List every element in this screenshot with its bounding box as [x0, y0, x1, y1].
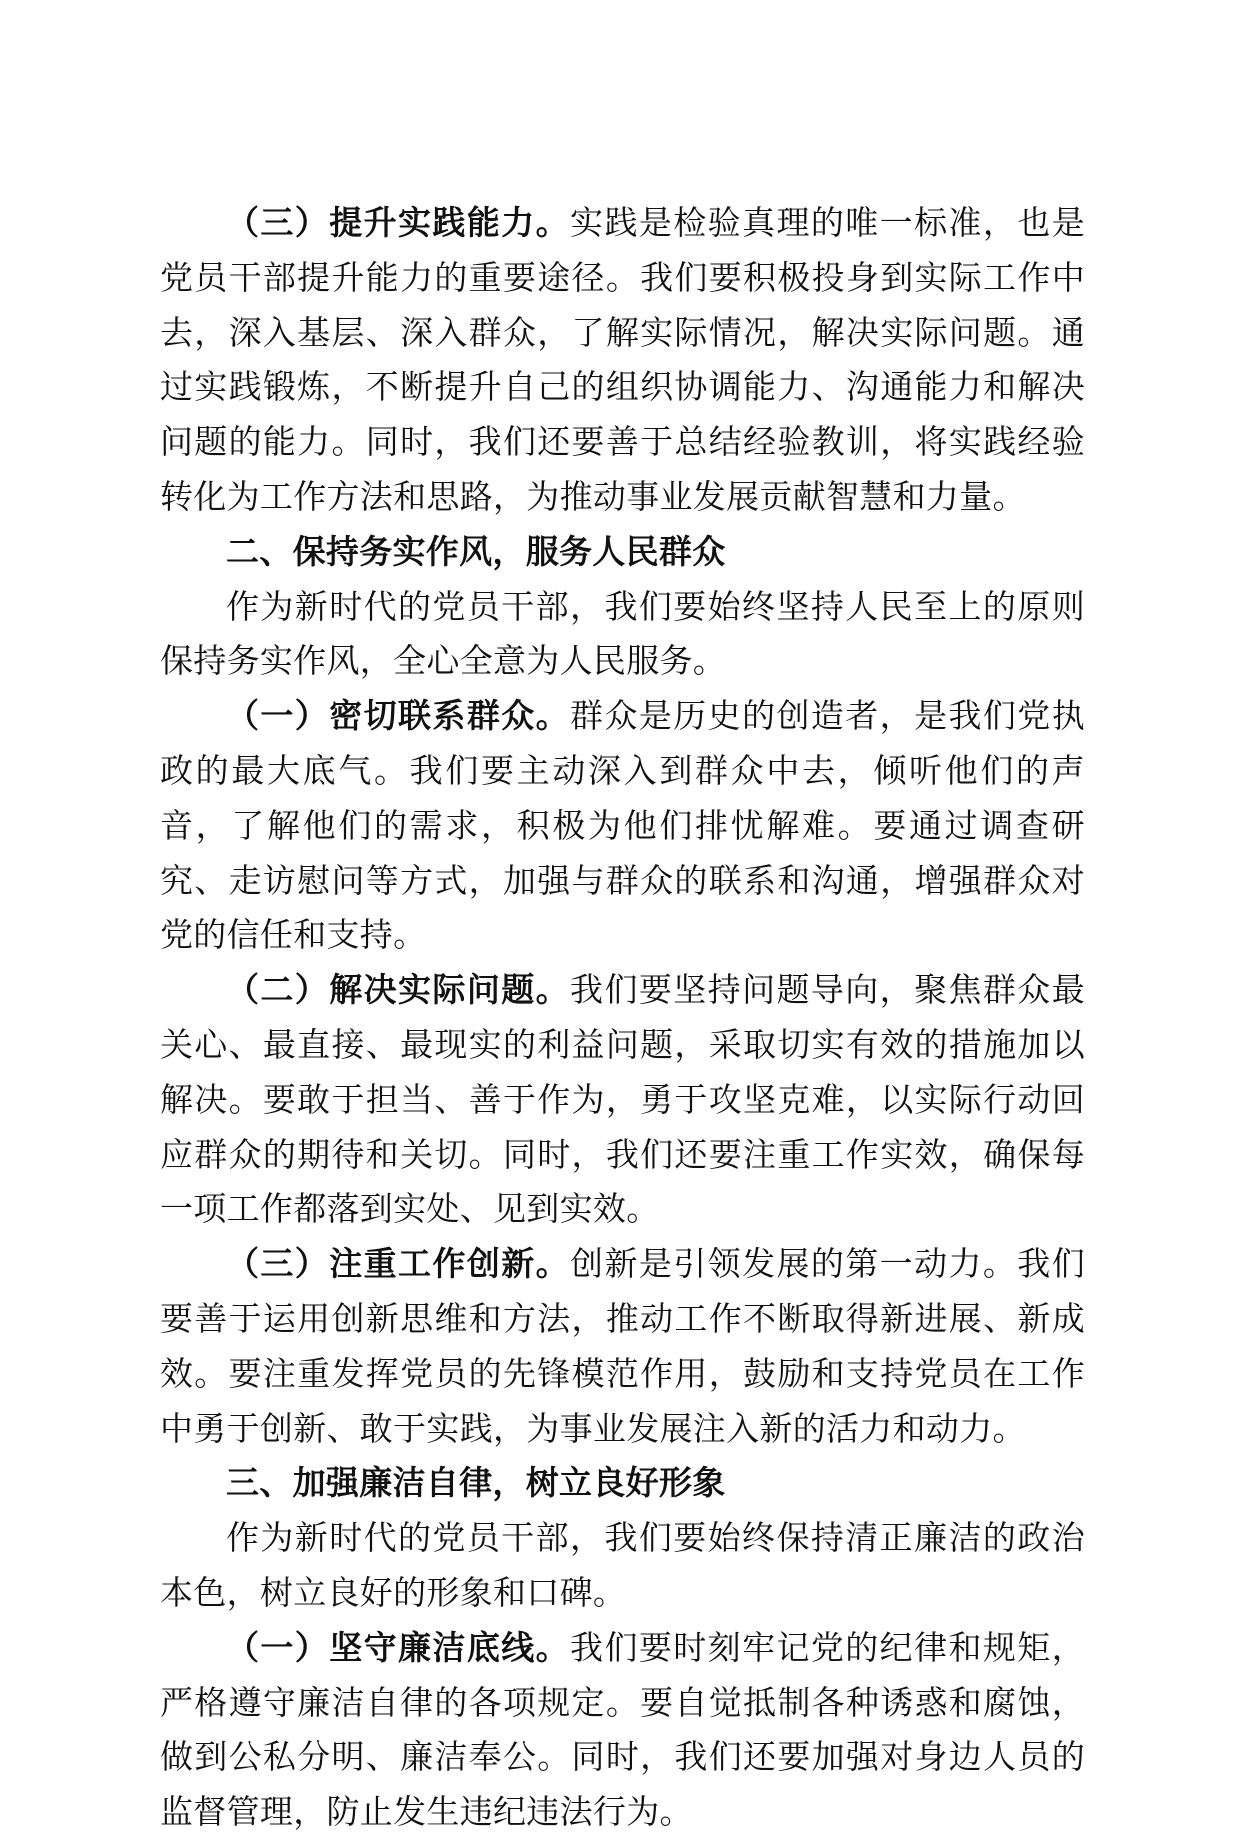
paragraph-lead: （一）密切联系群众。 — [226, 696, 571, 736]
paragraph-body: 创新是引领发展的第一动力。我们要善于运用创新思维和方法，推动工作不断取得新进展、新成效。要注重发挥党员的先锋模范作用，鼓励和支持党员在工作中勇于创新、敢于实践，为事业发展注入新的活力和动力。 — [160, 1244, 1086, 1448]
paragraph-body: 群众是历史的创造者，是我们党执政的最大底气。我们要主动深入到群众中去，倾听他们的声音，了解他们的需求，积极为他们排忧解难。要通过调查研究、走访慰问等方式，加强与群众的联系和沟通，增强群众对党的信任和支持。 — [160, 696, 1086, 955]
paragraph-body: 实践是检验真理的唯一标准，也是党员干部提升能力的重要途径。我们要积极投身到实际工作中去，深入基层、深入群众，了解实际情况，解决实际问题。通过实践锻炼，不断提升自己的组织协调能力、沟通能力和解决问题的能力。同时，我们还要善于总结经验教训，将实践经验转化为工作方法和思路，为推动事业发展贡献智慧和力量。 — [160, 203, 1086, 516]
paragraph-section-3-intro — [160, 1511, 1085, 1621]
paragraph-lead: （一）坚守廉洁底线。 — [226, 1627, 571, 1667]
section-heading-2: 二、保持务实作风，服务人民群众 — [226, 531, 726, 571]
paragraph-contact-masses — [160, 689, 1085, 963]
paragraph-solve-problems — [160, 963, 1085, 1237]
paragraph-lead: （三）提升实践能力。 — [226, 203, 571, 242]
paragraph-innovation — [160, 1237, 1085, 1456]
paragraph-lead: （二）解决实际问题。 — [226, 970, 571, 1010]
section-heading-3: 三、加强廉洁自律，树立良好形象 — [226, 1463, 726, 1503]
paragraph-integrity-bottom-line — [160, 1621, 1085, 1840]
paragraph-body: 我们要坚持问题导向，聚焦群众最关心、最直接、最现实的利益问题，采取切实有效的措施加以解决。要敢于担当、善于作为，勇于攻坚克难，以实际行动回应群众的期待和关切。同时，我们还要注重工作实效，确保每一项工作都落到实处、见到实效。 — [160, 970, 1086, 1229]
paragraph-lead: （三）注重工作创新。 — [226, 1244, 571, 1284]
paragraph-body: 我们要时刻牢记党的纪律和规矩，严格遵守廉洁自律的各项规定。要自觉抵制各种诱惑和腐蚀，做到公私分明、廉洁奉公。同时，我们还要加强对身边人员的监督管理，防止发生违纪违法行为。 — [160, 1627, 1086, 1832]
paragraph-body: 作为新时代的党员干部，我们要始终坚持人民至上的原则保持务实作风，全心全意为人民服务。 — [160, 586, 1085, 681]
paragraph-section-2-intro — [160, 580, 1085, 690]
document-page — [160, 196, 1085, 1840]
paragraph-body: 作为新时代的党员干部，我们要始终保持清正廉洁的政治本色，树立良好的形象和口碑。 — [160, 1518, 1085, 1612]
paragraph-improve-practice — [160, 196, 1085, 525]
